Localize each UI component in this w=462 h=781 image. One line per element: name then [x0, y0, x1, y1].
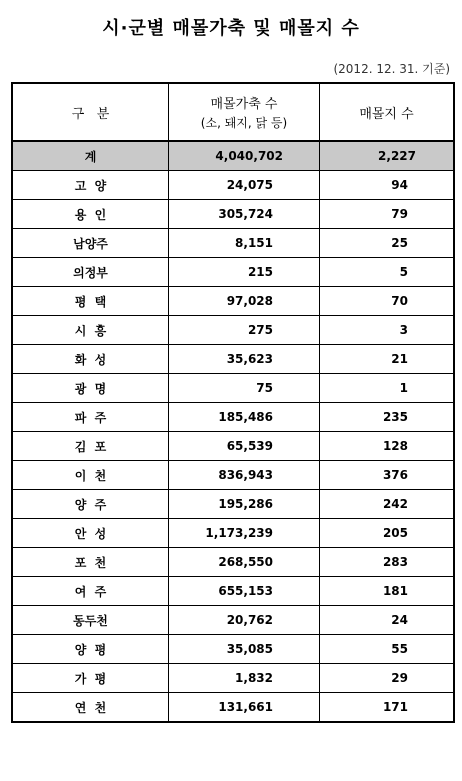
livestock-count-cell: 268,550 — [169, 548, 320, 577]
header-region: 구 분 — [12, 83, 169, 141]
region-cell: 포 천 — [12, 548, 169, 577]
header-livestock-note: (소, 돼지, 닭 등) — [200, 116, 288, 130]
header-burial-sites: 매몰지 수 — [320, 83, 455, 141]
table-row — [12, 490, 454, 519]
livestock-count-cell: 1,832 — [169, 664, 320, 693]
region-cell: 안 성 — [12, 519, 169, 548]
region-cell: 양 주 — [12, 490, 169, 519]
table-row — [12, 664, 454, 693]
header-livestock-count-label: 매몰가축 수 — [210, 97, 278, 112]
region-cell: 용 인 — [12, 200, 169, 229]
livestock-count-cell: 185,486 — [169, 403, 320, 432]
burial-sites-cell: 55 — [320, 635, 455, 664]
burial-sites-cell: 3 — [320, 316, 455, 345]
livestock-count-cell: 655,153 — [169, 577, 320, 606]
header-livestock-count — [169, 83, 320, 141]
region-cell: 화 성 — [12, 345, 169, 374]
livestock-count-cell: 131,661 — [169, 693, 320, 723]
region-cell: 여 주 — [12, 577, 169, 606]
total-region: 계 — [12, 141, 169, 171]
livestock-count-cell: 305,724 — [169, 200, 320, 229]
region-cell: 남양주 — [12, 229, 169, 258]
page-title: 시·군별 매몰가축 및 매몰지 수 — [102, 18, 360, 39]
livestock-count-cell: 20,762 — [169, 606, 320, 635]
livestock-count-cell: 195,286 — [169, 490, 320, 519]
burial-sites-cell: 171 — [320, 693, 455, 723]
livestock-count-cell: 97,028 — [169, 287, 320, 316]
table-row — [12, 432, 454, 461]
region-cell: 이 천 — [12, 461, 169, 490]
livestock-count-cell: 836,943 — [169, 461, 320, 490]
region-cell: 양 평 — [12, 635, 169, 664]
burial-sites-cell: 21 — [320, 345, 455, 374]
region-cell: 의정부 — [12, 258, 169, 287]
burial-sites-cell: 24 — [320, 606, 455, 635]
total-burial-sites: 2,227 — [320, 141, 455, 171]
table-row — [12, 577, 454, 606]
burial-sites-cell: 79 — [320, 200, 455, 229]
livestock-count-cell: 35,085 — [169, 635, 320, 664]
table-row — [12, 403, 454, 432]
table-row — [12, 606, 454, 635]
region-cell: 평 택 — [12, 287, 169, 316]
total-livestock-count: 4,040,702 — [169, 141, 320, 171]
burial-sites-cell: 128 — [320, 432, 455, 461]
livestock-count-cell: 275 — [169, 316, 320, 345]
livestock-count-cell: 75 — [169, 374, 320, 403]
burial-sites-cell: 70 — [320, 287, 455, 316]
table-body — [12, 141, 454, 722]
burial-sites-cell: 205 — [320, 519, 455, 548]
livestock-count-cell: 65,539 — [169, 432, 320, 461]
burial-sites-cell: 5 — [320, 258, 455, 287]
region-cell: 시 흥 — [12, 316, 169, 345]
burial-sites-cell: 25 — [320, 229, 455, 258]
table-row — [12, 374, 454, 403]
livestock-count-cell: 35,623 — [169, 345, 320, 374]
region-cell: 동두천 — [12, 606, 169, 635]
burial-sites-cell: 242 — [320, 490, 455, 519]
burial-table — [11, 82, 455, 723]
livestock-count-cell: 8,151 — [169, 229, 320, 258]
region-cell: 고 양 — [12, 171, 169, 200]
burial-sites-cell: 181 — [320, 577, 455, 606]
burial-sites-cell: 283 — [320, 548, 455, 577]
region-cell: 파 주 — [12, 403, 169, 432]
burial-sites-cell: 29 — [320, 664, 455, 693]
table-row — [12, 548, 454, 577]
burial-sites-cell: 235 — [320, 403, 455, 432]
table-row — [12, 693, 454, 723]
livestock-count-cell: 24,075 — [169, 171, 320, 200]
livestock-count-cell: 215 — [169, 258, 320, 287]
header-row — [12, 83, 454, 141]
region-cell: 광 명 — [12, 374, 169, 403]
table-row — [12, 345, 454, 374]
livestock-count-cell: 1,173,239 — [169, 519, 320, 548]
table-row — [12, 200, 454, 229]
table-row — [12, 287, 454, 316]
table-row — [12, 229, 454, 258]
table-header — [12, 83, 454, 141]
region-cell: 연 천 — [12, 693, 169, 723]
total-row — [12, 141, 454, 171]
table-row — [12, 519, 454, 548]
table-row — [12, 171, 454, 200]
reference-date-note: (2012. 12. 31. 기준) — [333, 62, 450, 76]
table-row — [12, 635, 454, 664]
table-row — [12, 258, 454, 287]
burial-sites-cell: 94 — [320, 171, 455, 200]
burial-sites-cell: 376 — [320, 461, 455, 490]
table-row — [12, 461, 454, 490]
region-cell: 가 평 — [12, 664, 169, 693]
burial-sites-cell: 1 — [320, 374, 455, 403]
table-row — [12, 316, 454, 345]
region-cell: 김 포 — [12, 432, 169, 461]
